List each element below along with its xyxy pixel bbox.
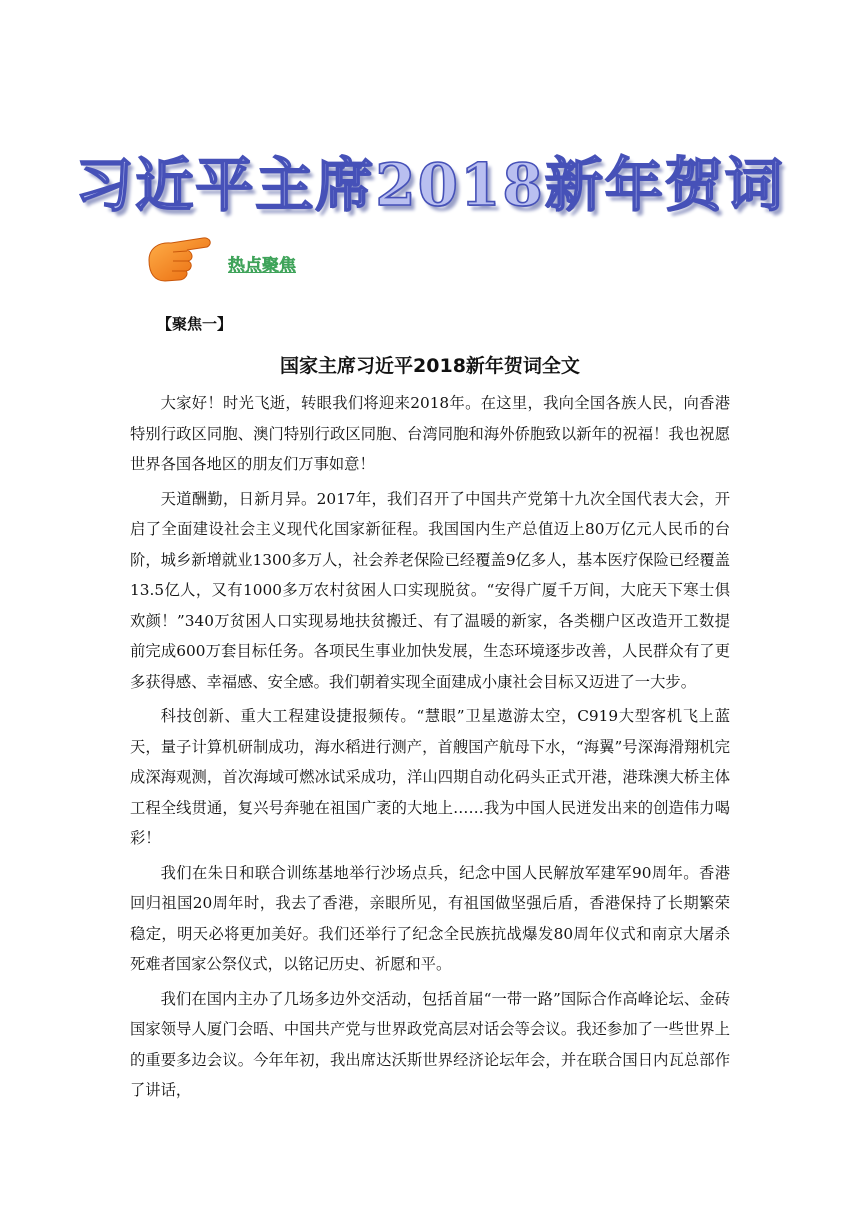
pointing-hand-icon — [143, 230, 217, 286]
paragraph: 科技创新、重大工程建设捷报频传。“慧眼”卫星遨游太空，C919大型客机飞上蓝天，量子计算机研制成功，海水稻进行测产，首艘国产航母下水，“海翼”号深海滑翔机完成深海观测，首次海域可燃冰试采成功，洋山四期自动化码头正式开港，港珠澳大桥主体工程全线贯通，复兴号奔驰在祖国广袤的大地上……我为中国人民迸发出来的创造伟力喝彩！ — [130, 707, 730, 847]
article-body — [130, 388, 730, 1110]
paragraph: 我们在国内主办了几场多边外交活动，包括首届“一带一路”国际合作高峰论坛、金砖国家领导人厦门会晤、中国共产党与世界政党高层对话会等会议。我还参加了一些世界上的重要多边会议。今年年初，我出席达沃斯世界经济论坛年会，并在联合国日内瓦总部作了讲话， — [130, 989, 730, 1099]
paragraph: 大家好！时光飞逝，转眼我们将迎来2018年。在这里，我向全国各族人民，向香港特别行政区同胞、澳门特别行政区同胞、台湾同胞和海外侨胞致以新年的祝福！我也祝愿世界各国各地区的朋友们万事如意！ — [130, 394, 730, 473]
document-title: 国家主席习近平2018新年贺词全文 — [280, 355, 580, 377]
hot-topic-banner — [143, 230, 343, 290]
paragraph: 天道酬勤，日新月异。2017年，我们召开了中国共产党第十九次全国代表大会，开启了全面建设社会主义现代化国家新征程。我国国内生产总值迈上80万亿元人民币的台阶，城乡新增就业1300多万人，社会养老保险已经覆盖9亿多人，基本医疗保险已经覆盖13.5亿人，又有1000多万农村贫困人口实现脱贫。“安得广厦千万间，大庇天下寒士俱欢颜！”340万贫困人口实现易地扶贫搬迁、有了温暖的新家，各类棚户区改造开工数提前完成600万套目标任务。各项民生事业加快发展，生态环境逐步改善，人民群众有了更多获得感、幸福感、安全感。我们朝着实现全面建成小康社会目标又迈进了一大步。 — [130, 489, 730, 691]
hot-topic-label: 热点聚焦 — [228, 256, 296, 276]
section-label: 【聚焦一】 — [157, 315, 233, 333]
paragraph: 我们在朱日和联合训练基地举行沙场点兵，纪念中国人民解放军建军90周年。香港回归祖国20周年时，我去了香港，亲眼所见，有祖国做坚强后盾，香港保持了长期繁荣稳定，明天必将更加美好。我们还举行了纪念全民族抗战爆发80周年仪式和南京大屠杀死难者国家公祭仪式，以铭记历史、祈愿和平。 — [130, 863, 730, 973]
wordart-title: 习近平主席2018新年贺词 — [75, 151, 785, 219]
